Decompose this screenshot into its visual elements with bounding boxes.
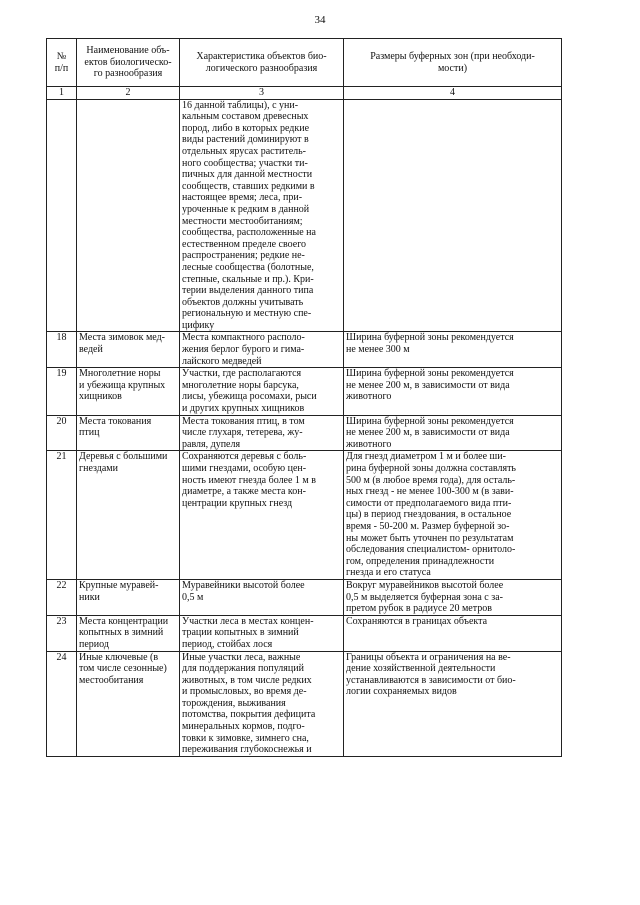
row-number <box>47 99 77 332</box>
table-row <box>47 99 562 332</box>
object-name: Крупные муравей- ники <box>77 579 180 615</box>
row-number: 24 <box>47 651 77 756</box>
table-row <box>47 451 562 580</box>
object-name: Многолетние норы и убежища крупных хищников <box>77 368 180 415</box>
row-number: 18 <box>47 332 77 368</box>
buffer-zone <box>344 99 562 332</box>
buffer-zone: Ширина буферной зоны рекомендуется не менее 200 м, в зависимости от вида животного <box>344 415 562 451</box>
table-row <box>47 615 562 651</box>
row-number: 21 <box>47 451 77 580</box>
object-characteristic: Иные участки леса, важные для поддержания популяций животных, в том числе редких и промысловых, во время де- торождения, выживания потомства, покрытия дефицита минеральных кормов, подго- товки к зимовке, зимнего сна, переживания глубокоснежья и <box>180 651 344 756</box>
object-name: Места зимовок мед- ведей <box>77 332 180 368</box>
object-name: Места концентрации копытных в зимний период <box>77 615 180 651</box>
column-number: 1 <box>47 87 77 100</box>
object-characteristic: Участки, где располагаются многолетние норы барсука, лисы, убежища росомахи, рыси и других крупных хищников <box>180 368 344 415</box>
header-name: Наименование объ- ектов биологическо- го разнообразия <box>77 39 180 87</box>
table-row <box>47 651 562 756</box>
buffer-zone: Сохраняются в границах объекта <box>344 615 562 651</box>
row-number: 22 <box>47 579 77 615</box>
object-name: Места токования птиц <box>77 415 180 451</box>
row-number: 20 <box>47 415 77 451</box>
column-number: 3 <box>180 87 344 100</box>
column-number: 2 <box>77 87 180 100</box>
column-number-row <box>47 87 562 100</box>
header-characteristic: Характеристика объектов био- логического разнообразия <box>180 39 344 87</box>
column-number: 4 <box>344 87 562 100</box>
row-number: 23 <box>47 615 77 651</box>
table-row <box>47 332 562 368</box>
object-characteristic: Места токования птиц, в том числе глухаря, тетерева, жу- равля, дупеля <box>180 415 344 451</box>
object-characteristic: Места компактного располо- жения берлог бурого и гима- лайского медведей <box>180 332 344 368</box>
object-name: Иные ключевые (в том числе сезонные) местообитания <box>77 651 180 756</box>
object-characteristic: Сохраняются деревья с боль- шими гнездами, особую цен- ность имеют гнезда более 1 м в диаметре, а также места кон- центрации крупных гнезд <box>180 451 344 580</box>
row-number: 19 <box>47 368 77 415</box>
table-row <box>47 415 562 451</box>
buffer-zone: Границы объекта и ограничения на ве- дение хозяйственной деятельности устанавливаются в зависимости от био- логии сохраняемых видов <box>344 651 562 756</box>
page-number: 34 <box>314 14 326 26</box>
object-characteristic: Муравейники высотой более 0,5 м <box>180 579 344 615</box>
header-buffer: Размеры буферных зон (при необходи- мости) <box>344 39 562 87</box>
object-name <box>77 99 180 332</box>
buffer-zone: Для гнезд диаметром 1 м и более ши- рина буферной зоны должна составлять 500 м (в любое время года), для осталь- ных гнезд - не менее 100-300 м (в зави- симости от предполагаемого вида пти- цы) в период гнездования, в остальное время - 50-200 м. Размер буферной зо- ны может быть уточнен по результатам обследования специалистом- орнитоло- гом, определения принадлежности гнезда и его статуса <box>344 451 562 580</box>
buffer-zone: Вокруг муравейников высотой более 0,5 м выделяется буферная зона с за- претом рубок в радиусе 20 метров <box>344 579 562 615</box>
table-row <box>47 579 562 615</box>
header-number: № п/п <box>47 39 77 87</box>
buffer-zone: Ширина буферной зоны рекомендуется не менее 300 м <box>344 332 562 368</box>
biodiversity-table <box>46 38 562 757</box>
table-header-row <box>47 39 562 87</box>
object-characteristic: 16 данной таблицы), с уни- кальным составом древесных пород, либо в которых редкие виды растений доминируют в отдельных ярусах раститель- ного сообщества; участки ти- пичных для данной местности сообществ, ставших редкими в настоящее время; леса, при- уроченные к редким в данной местности местообитаниям; сообщества, расположенные на естественном пределе своего распространения; редкие не- лесные сообщества (болотные, степные, скальные и пр.). Кри- терии выделения данного типа объектов должны учитывать региональную и местную спе- цифику <box>180 99 344 332</box>
buffer-zone: Ширина буферной зоны рекомендуется не менее 200 м, в зависимости от вида животного <box>344 368 562 415</box>
object-name: Деревья с большими гнездами <box>77 451 180 580</box>
table-row <box>47 368 562 415</box>
object-characteristic: Участки леса в местах концен- трации копытных в зимний период, стойбах лося <box>180 615 344 651</box>
